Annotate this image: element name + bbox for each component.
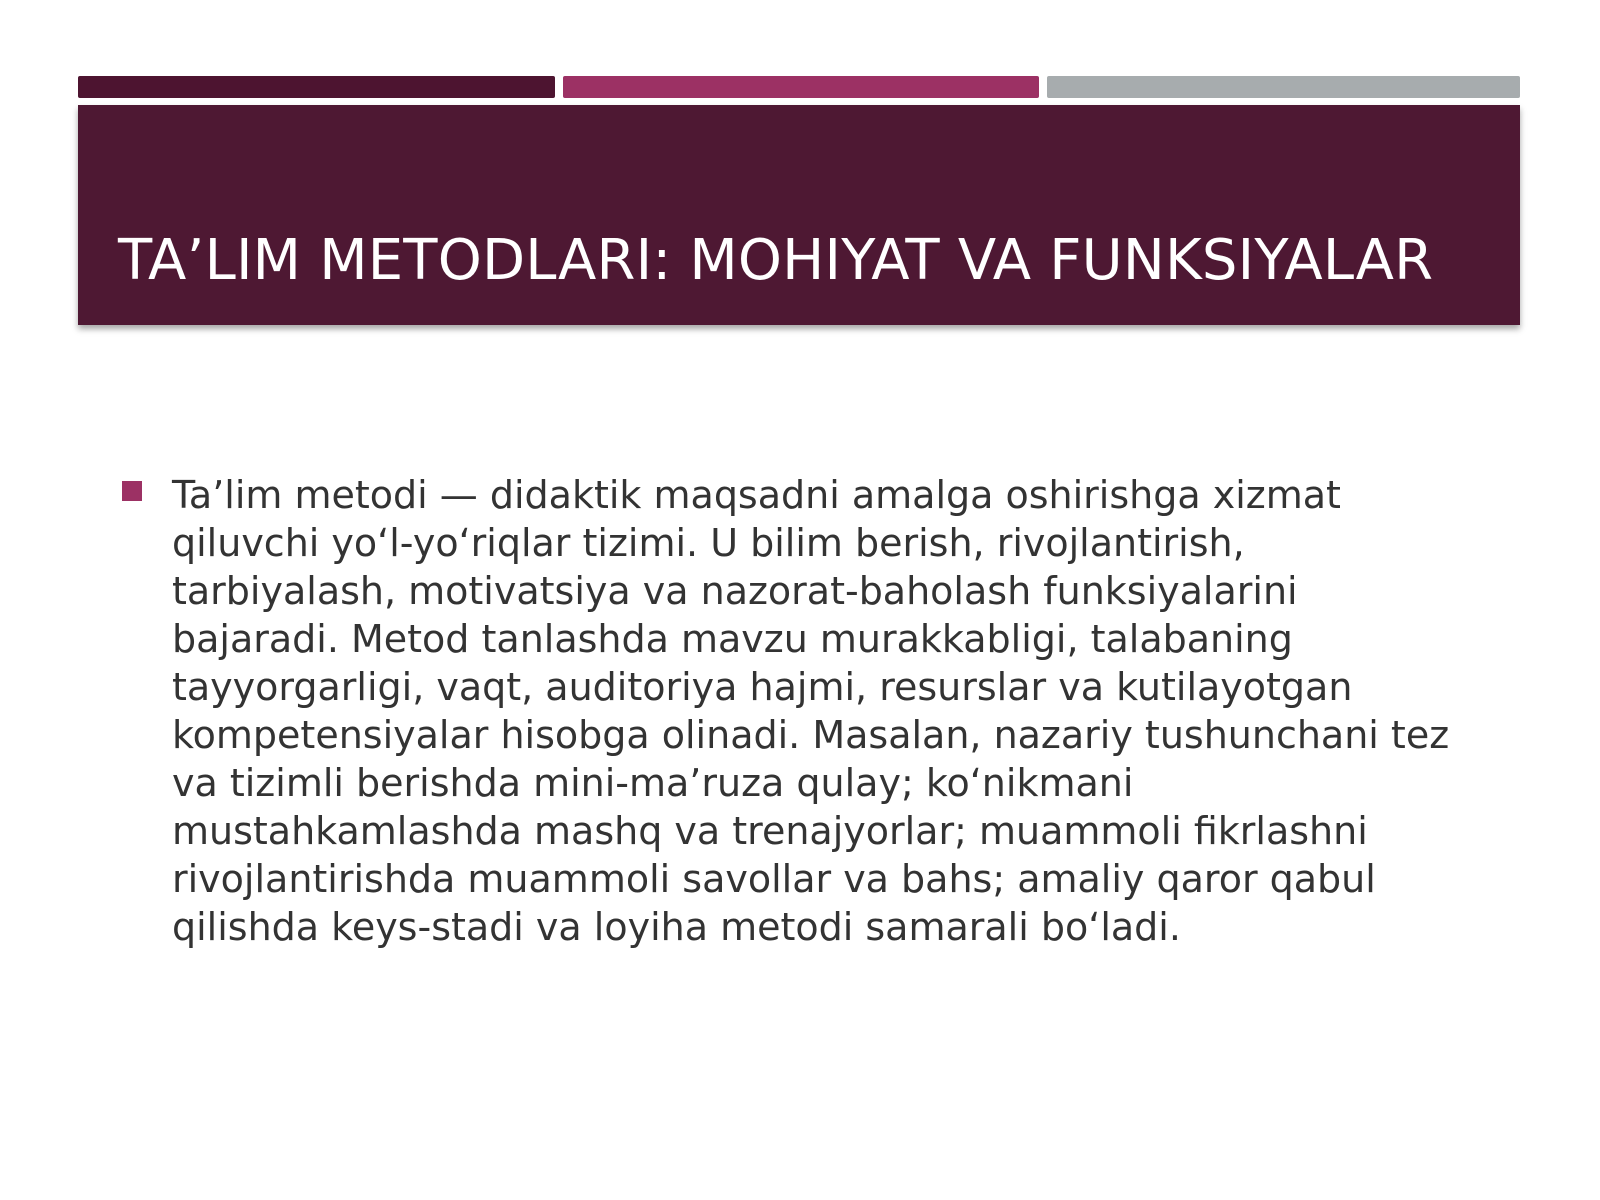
- accent-bar-magenta: [563, 76, 1039, 98]
- top-accent-bars: [78, 76, 1520, 98]
- bullet-text: Ta’lim metodi — didaktik maqsadni amalga oshirishga xizmat qiluvchi yo‘l-yo‘riqlar tizimi. U bilim berish, rivojlantirish, tarbiyalash, motivatsiya va nazorat-baholash funksiyalarini bajaradi. Metod tanlashda mavzu murakkabligi, talabaning tayyorgarligi, vaqt, auditoriya hajmi, resurslar va kutilayotgan kompetensiyalar hisobga olinadi. Masalan, nazariy tushunchani tez va tizimli berishda mini-ma’ruza qulay; ko‘nikmani mustahkamlashda mashq va trenajyorlar; muammoli fikrlashni rivojlantirishda muammoli savollar va bahs; amaliy qaror qabul qilishda keys-stadi va loyiha metodi samarali bo‘ladi.: [172, 473, 1450, 949]
- bullet-item: [120, 471, 1520, 951]
- slide-content: [120, 471, 1520, 951]
- title-band: [78, 105, 1520, 325]
- accent-bar-dark: [78, 76, 555, 98]
- slide-title: TA’LIM METODLARI: MOHIYAT VA FUNKSIYALAR: [118, 228, 1434, 293]
- square-bullet-icon: [122, 481, 142, 501]
- accent-bar-gray: [1047, 76, 1520, 98]
